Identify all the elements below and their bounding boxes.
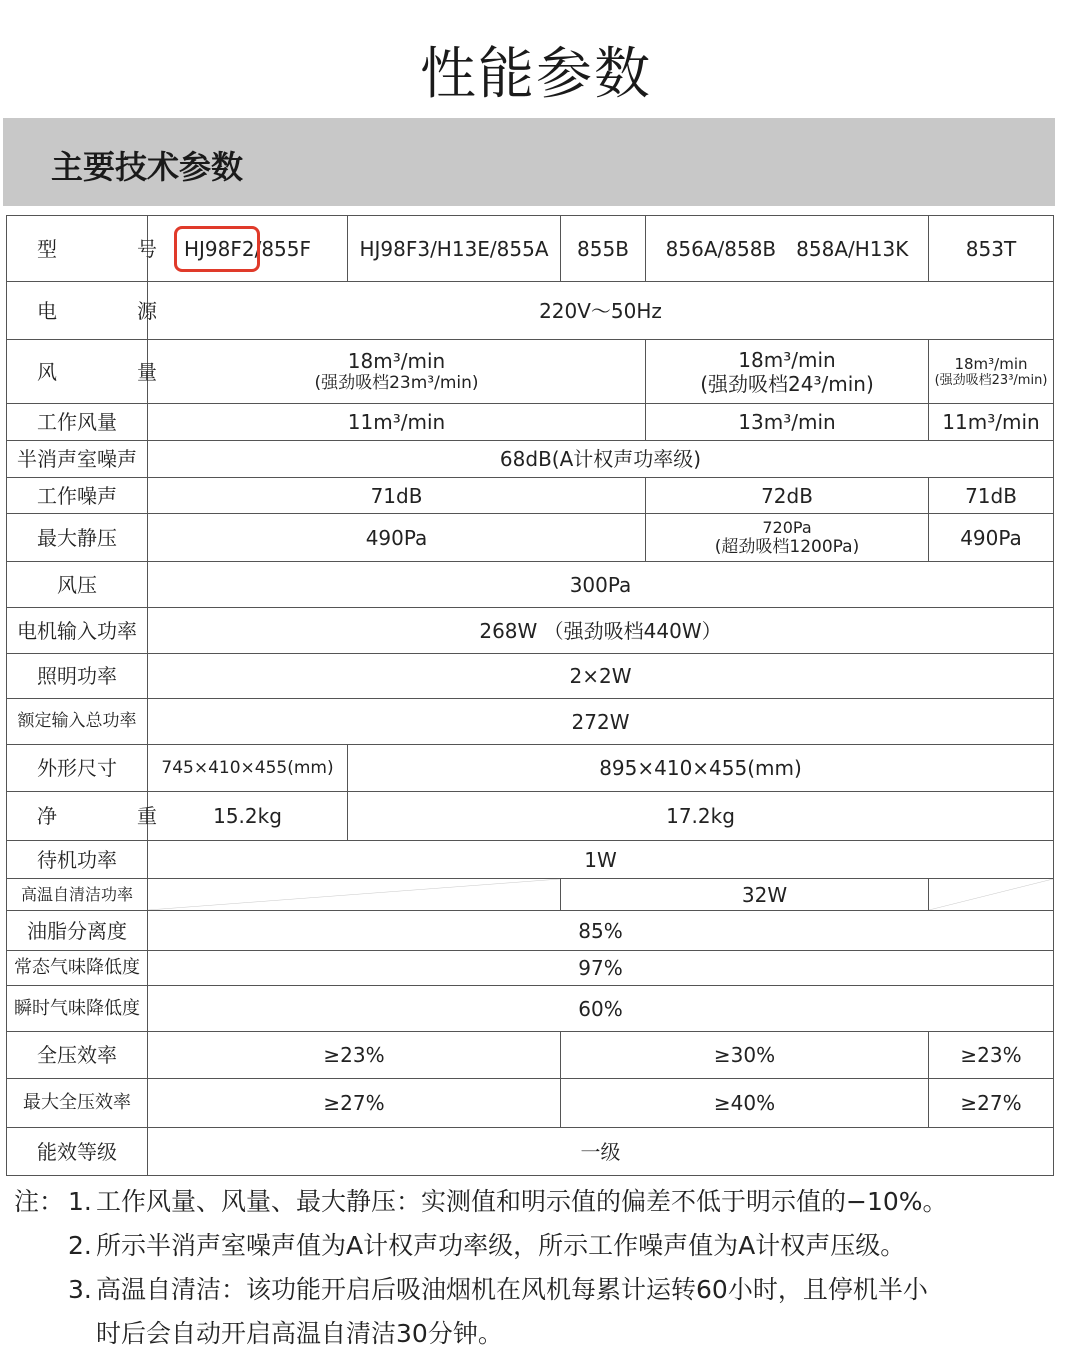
note-3: 3. 高温自清洁：该功能开启后吸油烟机在风机每累计运转60小时，且停机半小 <box>68 1275 928 1304</box>
row-wind-pressure <box>7 562 1054 608</box>
label-self-clean-power: 高温自清洁功率 <box>7 879 148 911</box>
value-working-airflow-b: 13m³/min <box>646 404 929 441</box>
label-standby-power: 待机功率 <box>7 841 148 879</box>
label-full-pressure-eff: 全压效率 <box>7 1032 148 1079</box>
cell-model-4: 856A/858B 858A/H13K <box>646 216 929 282</box>
note-2: 2. 所示半消声室噪声值为A计权声功率级，所示工作噪声值为A计权声压级。 <box>68 1231 906 1260</box>
row-energy-grade <box>7 1128 1054 1176</box>
page-title: 性能参数 <box>420 42 652 107</box>
note-1: 注： 1. 工作风量、风量、最大静压：实测值和明示值的偏差不低于明示值的−10%。 <box>14 1187 948 1216</box>
value-net-weight-a: 15.2kg <box>148 792 348 841</box>
label-odor-instant: 瞬时气味降低度 <box>7 986 148 1032</box>
label-working-airflow: 工作风量 <box>7 404 148 441</box>
label-max-static-pressure: 最大静压 <box>7 514 148 562</box>
value-max-eff-a: ≥27% <box>148 1079 561 1128</box>
value-max-static-b: 720Pa (超劲吸档1200Pa) <box>646 514 929 562</box>
value-max-static-c: 490Pa <box>929 514 1054 562</box>
cell-model-3: 855B <box>561 216 646 282</box>
row-self-clean-power <box>7 879 1054 911</box>
value-odor-normal: 97% <box>148 951 1054 986</box>
label-odor-normal: 常态气味降低度 <box>7 951 148 986</box>
notes <box>14 1180 1064 1356</box>
section-banner <box>3 118 1055 206</box>
row-standby-power <box>7 841 1054 879</box>
highlight-box <box>174 226 260 272</box>
value-airflow-c: 18m³/min (强劲吸档23³/min) <box>929 340 1054 404</box>
row-max-full-pressure-eff <box>7 1079 1054 1128</box>
label-anechoic-noise: 半消声室噪声 <box>7 441 148 478</box>
row-max-static-pressure <box>7 514 1054 562</box>
value-lighting-power: 2×2W <box>148 654 1054 699</box>
value-airflow-b: 18m³/min (强劲吸档24³/min) <box>646 340 929 404</box>
row-grease-separation <box>7 911 1054 951</box>
spec-table <box>6 215 1054 1176</box>
row-motor-power <box>7 608 1054 654</box>
value-full-eff-b: ≥30% <box>561 1032 929 1079</box>
label-airflow: 风 量 <box>7 340 148 404</box>
row-model <box>7 216 1054 282</box>
label-lighting-power: 照明功率 <box>7 654 148 699</box>
value-max-eff-b: ≥40% <box>561 1079 929 1128</box>
label-max-full-pressure-eff: 最大全压效率 <box>7 1079 148 1128</box>
value-odor-instant: 60% <box>148 986 1054 1032</box>
label-grease-separation: 油脂分离度 <box>7 911 148 951</box>
value-working-airflow-c: 11m³/min <box>929 404 1054 441</box>
value-dimensions-a: 745×410×455(mm) <box>148 745 348 792</box>
cell-model-5: 853T <box>929 216 1054 282</box>
cell-model-1: HJ98F2/855F <box>148 216 348 282</box>
value-energy-grade: 一级 <box>148 1128 1054 1176</box>
value-working-noise-b: 72dB <box>646 478 929 514</box>
cell-self-clean-na-c <box>929 879 1054 911</box>
cell-model-2: HJ98F3/H13E/855A <box>348 216 561 282</box>
value-full-eff-a: ≥23% <box>148 1032 561 1079</box>
row-lighting-power <box>7 654 1054 699</box>
value-full-eff-c: ≥23% <box>929 1032 1054 1079</box>
label-wind-pressure: 风压 <box>7 562 148 608</box>
diagonal-line <box>148 879 560 910</box>
note-3-continued: 时后会自动开启高温自清洁30分钟。 <box>96 1319 503 1348</box>
value-grease-separation: 85% <box>148 911 1054 951</box>
label-motor-power: 电机输入功率 <box>7 608 148 654</box>
diagonal-line <box>929 879 1053 910</box>
value-working-noise-c: 71dB <box>929 478 1054 514</box>
row-odor-instant <box>7 986 1054 1032</box>
value-working-noise-a: 71dB <box>148 478 646 514</box>
value-max-static-a: 490Pa <box>148 514 646 562</box>
row-odor-normal <box>7 951 1054 986</box>
label-energy-grade: 能效等级 <box>7 1128 148 1176</box>
highlighted-model: HJ98F2 <box>184 237 255 261</box>
label-rated-total-power: 额定输入总功率 <box>7 699 148 745</box>
value-motor-power: 268W （强劲吸档440W） <box>148 608 1054 654</box>
value-max-eff-c: ≥27% <box>929 1079 1054 1128</box>
row-full-pressure-eff <box>7 1032 1054 1079</box>
section-title: 主要技术参数 <box>51 148 244 186</box>
value-airflow-a: 18m³/min (强劲吸档23m³/min) <box>148 340 646 404</box>
value-wind-pressure: 300Pa <box>148 562 1054 608</box>
label-net-weight: 净 重 <box>7 792 148 841</box>
row-power-supply <box>7 282 1054 340</box>
row-dimensions <box>7 745 1054 792</box>
value-self-clean-power: 32W <box>561 879 929 911</box>
row-working-noise <box>7 478 1054 514</box>
value-anechoic-noise: 68dB(A计权声功率级) <box>148 441 1054 478</box>
value-dimensions-b: 895×410×455(mm) <box>348 745 1054 792</box>
row-airflow <box>7 340 1054 404</box>
row-net-weight <box>7 792 1054 841</box>
row-rated-total-power <box>7 699 1054 745</box>
cell-self-clean-na-a <box>148 879 561 911</box>
value-power-supply: 220V～50Hz <box>148 282 1054 340</box>
value-standby-power: 1W <box>148 841 1054 879</box>
value-working-airflow-a: 11m³/min <box>148 404 646 441</box>
row-working-airflow <box>7 404 1054 441</box>
label-working-noise: 工作噪声 <box>7 478 148 514</box>
value-rated-total-power: 272W <box>148 699 1054 745</box>
label-model: 型 号 <box>7 216 148 282</box>
label-dimensions: 外形尺寸 <box>7 745 148 792</box>
label-power-supply: 电 源 <box>7 282 148 340</box>
row-anechoic-noise <box>7 441 1054 478</box>
value-net-weight-b: 17.2kg <box>348 792 1054 841</box>
